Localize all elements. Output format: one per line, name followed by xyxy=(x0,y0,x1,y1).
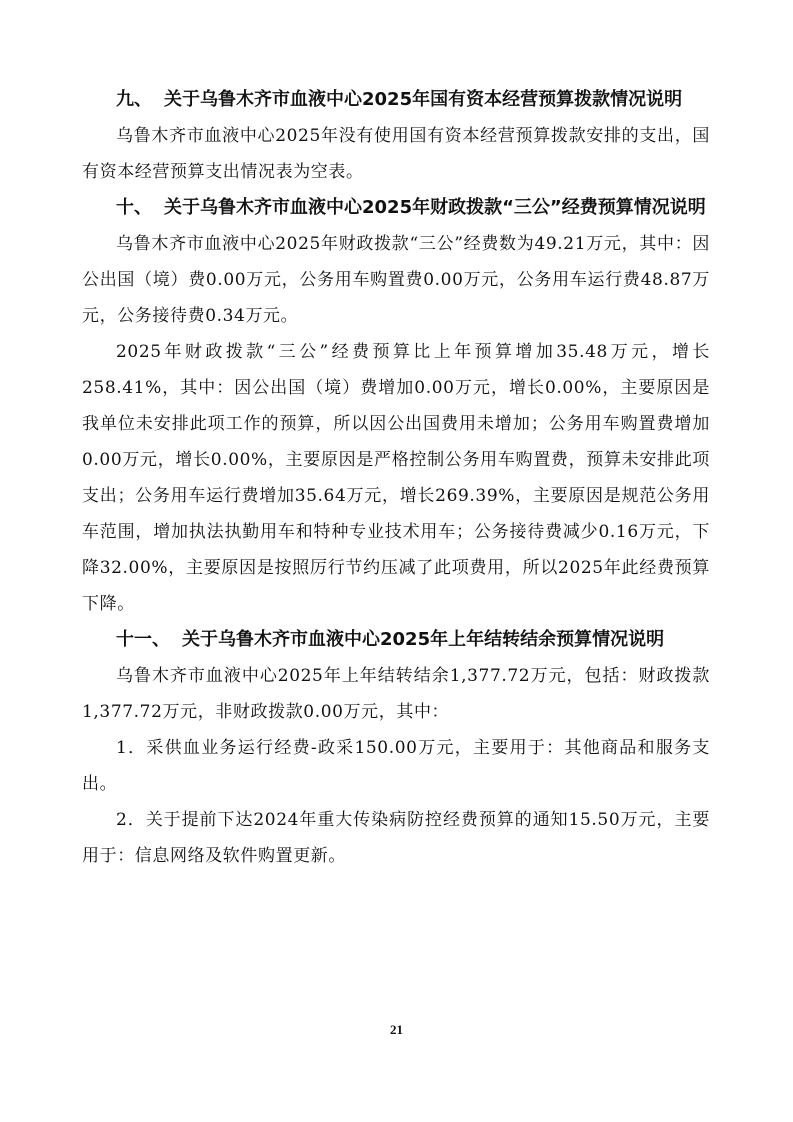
section-9-number: 九、 xyxy=(116,89,152,110)
section-9-heading xyxy=(82,82,710,118)
section-10-paragraph-1: 乌鲁木齐市血液中心2025年财政拨款“三公”经费数为49.21万元，其中：因公出国（境）费0.00万元，公务用车购置费0.00万元，公务用车运行费48.87万元，公务接待费0.34万元。 xyxy=(82,234,710,326)
page-number: 21 xyxy=(390,1022,403,1037)
document-body xyxy=(82,78,710,874)
section-9-title: 关于乌鲁木齐市血液中心2025年国有资本经营预算拨款情况说明 xyxy=(164,89,683,110)
section-9-paragraph-1: 乌鲁木齐市血液中心2025年没有使用国有资本经营预算拨款安排的支出，国有资本经营预算支出情况表为空表。 xyxy=(82,126,710,182)
section-10-paragraph-2: 2025年财政拨款“三公”经费预算比上年预算增加35.48万元，增长258.41%，其中：因公出国（境）费增加0.00万元，增长0.00%，主要原因是我单位未安排此项工作的预算，所以因公出国费用未增加；公务用车购置费增加0.00万元，增长0.00%，主要原因是严格控制公务用车购置费，预算未安排此项支出；公务用车运行费增加35.64万元，增长269.39%，主要原因是规范公务用车范围，增加执法执勤用车和特种专业技术用车；公务接待费减少0.16万元，下降32.00%，主要原因是按照厉行节约压减了此项费用，所以2025年此经费预算下降。 xyxy=(82,342,710,614)
section-11-heading xyxy=(82,622,710,658)
section-11-list-item-1: 1．采供血业务运行经费-政采150.00万元，主要用于：其他商品和服务支出。 xyxy=(82,738,710,794)
section-10-heading xyxy=(82,190,710,226)
section-11-list-item-2: 2．关于提前下达2024年重大传染病防控经费预算的通知15.50万元，主要用于：信息网络及软件购置更新。 xyxy=(82,810,710,866)
section-11-number: 十一、 xyxy=(116,629,170,650)
section-10-title: 关于乌鲁木齐市血液中心2025年财政拨款“三公”经费预算情况说明 xyxy=(164,197,706,218)
section-11-title: 关于乌鲁木齐市血液中心2025年上年结转结余预算情况说明 xyxy=(182,629,665,650)
section-10-number: 十、 xyxy=(116,197,152,218)
section-11-paragraph-1: 乌鲁木齐市血液中心2025年上年结转结余1,377.72万元，包括：财政拨款1,377.72万元，非财政拨款0.00万元，其中： xyxy=(82,666,710,722)
